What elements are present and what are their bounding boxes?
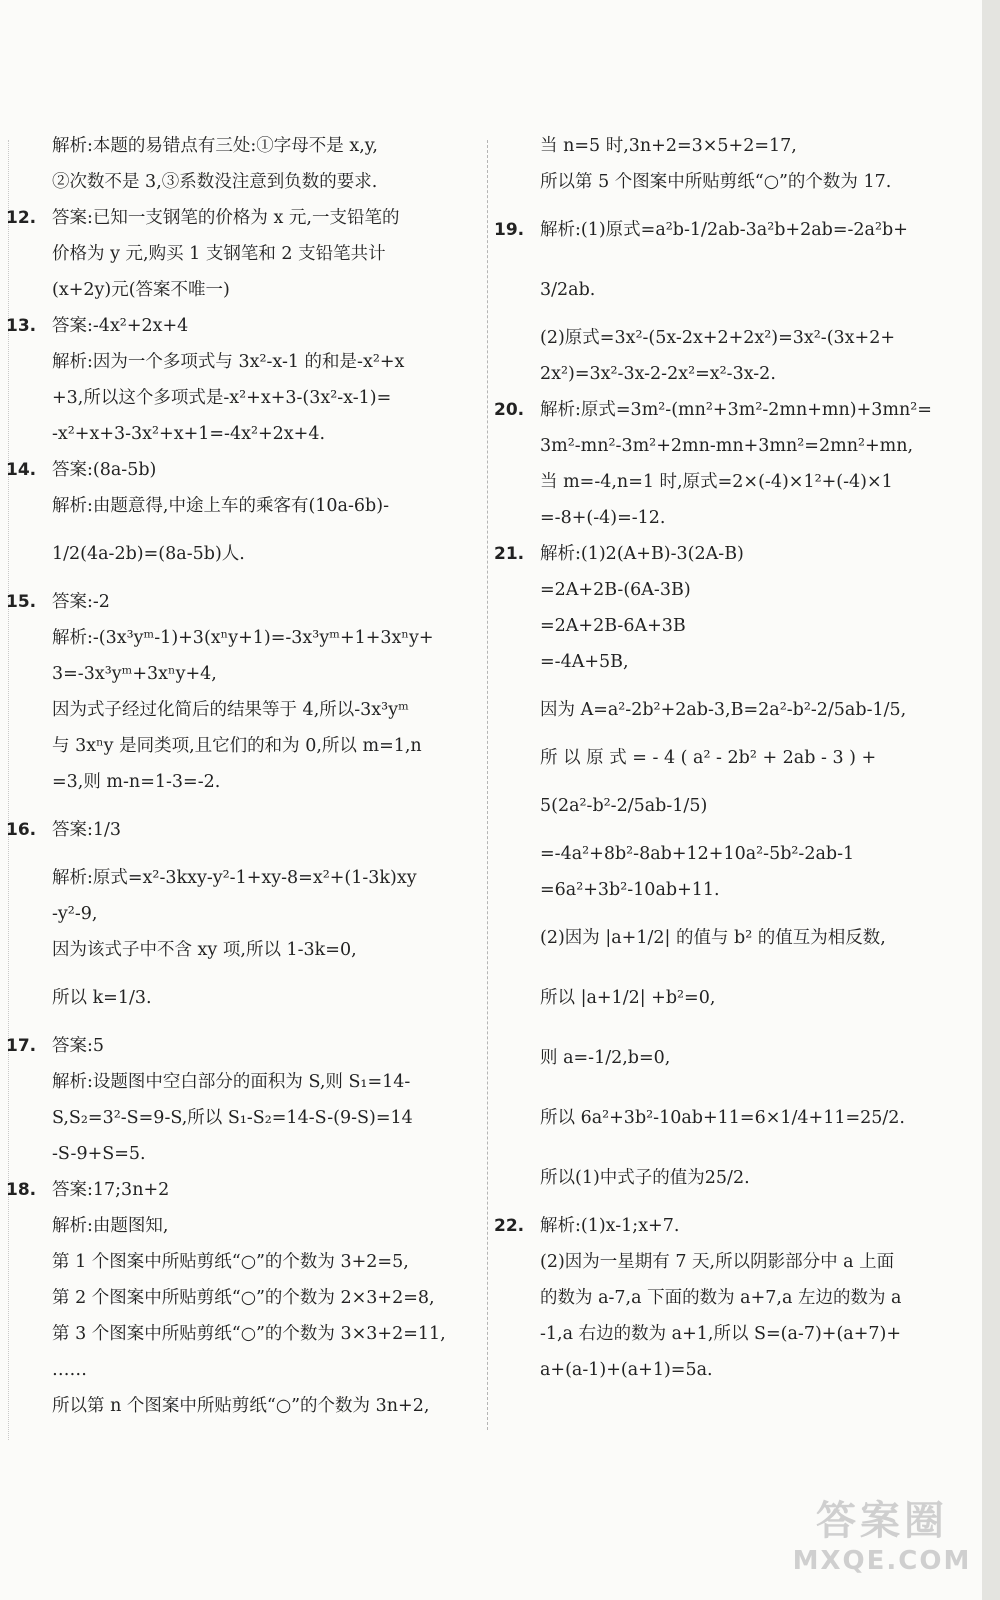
solution-line (6, 380, 480, 416)
solution-line (494, 1088, 964, 1148)
line-text: 因为式子经过化简后的结果等于 4,所以-3x³yᵐ (52, 700, 409, 720)
question-number: 13. (6, 316, 37, 336)
solution-line (6, 236, 480, 272)
line-text: 解析:(1)2(A+B)-3(2A-B) (540, 544, 744, 564)
line-text: 所以 |a+1/2| +b²=0, (540, 988, 716, 1008)
line-text: 所以第 n 个图案中所贴剪纸“○”的个数为 3n+2, (52, 1396, 430, 1416)
question-line (6, 800, 480, 860)
solution-line (6, 344, 480, 380)
line-text: 所以 k=1/3. (52, 988, 152, 1008)
line-text: =2A+2B-(6A-3B) (540, 580, 691, 600)
solution-line (6, 488, 480, 524)
line-text: 解析:由题意得,中途上车的乘客有(10a-6b)- (52, 496, 389, 516)
solution-line (6, 1100, 480, 1136)
solution-line (494, 1148, 964, 1208)
solution-line (494, 128, 964, 164)
solution-line (6, 164, 480, 200)
solution-line (6, 692, 480, 728)
line-text: 答案:17;3n+2 (52, 1180, 170, 1200)
line-text: =-4a²+8b²-8ab+12+10a²-5b²-2ab-1 (540, 844, 855, 864)
line-text: 第 2 个图案中所贴剪纸“○”的个数为 2×3+2=8, (52, 1288, 435, 1308)
line-text: …… (52, 1360, 87, 1380)
solution-line (6, 128, 480, 164)
line-text: 2x²)=3x²-3x-2-2x²=x²-3x-2. (540, 364, 776, 384)
line-text: 5(2a²-b²-2/5ab-1/5) (540, 796, 708, 816)
solution-line (6, 1280, 480, 1316)
line-text: 第 3 个图案中所贴剪纸“○”的个数为 3×3+2=11, (52, 1324, 446, 1344)
solution-line (494, 968, 964, 1028)
line-text: 解析:设题图中空白部分的面积为 S,则 S₁=14- (52, 1072, 411, 1092)
question-line (494, 1208, 964, 1244)
watermark (782, 1496, 982, 1586)
question-line (6, 308, 480, 344)
solution-line (6, 656, 480, 692)
question-line (494, 200, 964, 260)
line-text: (2)原式=3x²-(5x-2x+2+2x²)=3x²-(3x+2+ (540, 328, 896, 348)
line-text: 答案:-2 (52, 592, 110, 612)
solution-line (494, 164, 964, 200)
line-text: S,S₂=3²-S=9-S,所以 S₁-S₂=14-S-(9-S)=14 (52, 1108, 413, 1128)
question-number: 18. (6, 1180, 37, 1200)
question-number: 17. (6, 1036, 37, 1056)
line-text: 答案:1/3 (52, 820, 122, 840)
line-text: +3,所以这个多项式是-x²+x+3-(3x²-x-1)= (52, 388, 392, 408)
line-text: -x²+x+3-3x²+x+1=-4x²+2x+4. (52, 424, 326, 444)
solution-line (6, 1208, 480, 1244)
question-number: 15. (6, 592, 37, 612)
line-text: 解析:本题的易错点有三处:①字母不是 x,y, (52, 136, 378, 156)
solution-line (6, 860, 480, 896)
line-text: -y²-9, (52, 904, 98, 924)
solution-line (6, 1316, 480, 1352)
line-text: 3m²-mn²-3m²+2mn-mn+3mn²=2mn²+mn, (540, 436, 914, 456)
page-edge-shadow (982, 0, 1000, 1600)
line-text: -1,a 右边的数为 a+1,所以 S=(a-7)+(a+7)+ (540, 1324, 902, 1344)
solution-line (494, 1028, 964, 1088)
solution-line (6, 620, 480, 656)
solution-line (494, 428, 964, 464)
solution-line (6, 524, 480, 584)
line-text: 价格为 y 元,购买 1 支钢笔和 2 支铅笔共计 (52, 244, 386, 264)
solution-line (6, 1388, 480, 1424)
question-number: 20. (494, 400, 525, 420)
line-text: =-4A+5B, (540, 652, 629, 672)
line-text: =3,则 m-n=1-3=-2. (52, 772, 221, 792)
line-text: 解析:-(3x³yᵐ-1)+3(xⁿy+1)=-3x³yᵐ+1+3xⁿy+ (52, 628, 434, 648)
solution-line (494, 836, 964, 872)
column-divider (487, 140, 488, 1430)
line-text: 所以 6a²+3b²-10ab+11=6×1/4+11=25/2. (540, 1108, 905, 1128)
line-text: 3/2ab. (540, 280, 596, 300)
solution-line (494, 464, 964, 500)
line-text: 答案:已知一支钢笔的价格为 x 元,一支铅笔的 (52, 208, 400, 228)
solution-line (6, 272, 480, 308)
line-text: 解析:原式=x²-3kxy-y²-1+xy-8=x²+(1-3k)xy (52, 868, 417, 888)
line-text: =-8+(-4)=-12. (540, 508, 666, 528)
line-text: (2)因为一星期有 7 天,所以阴影部分中 a 上面 (540, 1252, 895, 1272)
line-text: 当 m=-4,n=1 时,原式=2×(-4)×1²+(-4)×1 (540, 472, 893, 492)
solution-line (494, 608, 964, 644)
solution-line (6, 1244, 480, 1280)
question-number: 22. (494, 1216, 525, 1236)
line-text: 因为 A=a²-2b²+2ab-3,B=2a²-b²-2/5ab-1/5, (540, 700, 907, 720)
solution-line (494, 680, 964, 740)
line-text: 当 n=5 时,3n+2=3×5+2=17, (540, 136, 797, 156)
line-text: 答案:5 (52, 1036, 105, 1056)
solution-line (494, 356, 964, 392)
solution-line (494, 1316, 964, 1352)
line-text: 所以第 5 个图案中所贴剪纸“○”的个数为 17. (540, 172, 892, 192)
question-line (6, 1172, 480, 1208)
solution-line (6, 1064, 480, 1100)
line-text: (x+2y)元(答案不唯一) (52, 280, 230, 300)
solution-line (6, 416, 480, 452)
watermark-logo-text: 答案圈 (816, 1498, 948, 1544)
line-text: 第 1 个图案中所贴剪纸“○”的个数为 3+2=5, (52, 1252, 409, 1272)
question-number: 16. (6, 820, 37, 840)
solution-line (6, 968, 480, 1028)
line-text: 则 a=-1/2,b=0, (540, 1048, 671, 1068)
question-number: 12. (6, 208, 37, 228)
line-text: 与 3xⁿy 是同类项,且它们的和为 0,所以 m=1,n (52, 736, 422, 756)
solution-line (494, 740, 964, 776)
line-text: 解析:原式=3m²-(mn²+3m²-2mn+mn)+3mn²= (540, 400, 932, 420)
solution-line (6, 1136, 480, 1172)
question-number: 14. (6, 460, 37, 480)
right-column (494, 128, 964, 1388)
question-line (494, 536, 964, 572)
line-text: 解析:(1)原式=a²b-1/2ab-3a²b+2ab=-2a²b+ (540, 220, 908, 240)
line-text: 所 以 原 式 = - 4 ( a² - 2b² + 2ab - 3 ) + (540, 748, 877, 768)
line-text: 3=-3x³yᵐ+3xⁿy+4, (52, 664, 217, 684)
solution-line (6, 728, 480, 764)
left-column (6, 128, 480, 1424)
line-text: ②次数不是 3,③系数没注意到负数的要求. (52, 172, 378, 192)
question-number: 19. (494, 220, 525, 240)
solution-line (494, 572, 964, 608)
line-text: 所以(1)中式子的值为25/2. (540, 1168, 750, 1188)
solution-line (6, 1352, 480, 1388)
solution-line (494, 320, 964, 356)
solution-line (494, 260, 964, 320)
solution-line (6, 896, 480, 932)
solution-line (6, 932, 480, 968)
solution-line (494, 908, 964, 968)
question-line (494, 392, 964, 428)
solution-line (6, 764, 480, 800)
line-text: 解析:由题图知, (52, 1216, 169, 1236)
line-text: 的数为 a-7,a 下面的数为 a+7,a 左边的数为 a (540, 1288, 902, 1308)
solution-line (494, 776, 964, 836)
solution-line (494, 872, 964, 908)
solution-line (494, 500, 964, 536)
line-text: =2A+2B-6A+3B (540, 616, 686, 636)
line-text: (2)因为 |a+1/2| 的值与 b² 的值互为相反数, (540, 928, 886, 948)
line-text: 答案:(8a-5b) (52, 460, 157, 480)
watermark-url: MXQE.COM (792, 1546, 972, 1576)
solution-line (494, 1352, 964, 1388)
solution-line (494, 1280, 964, 1316)
line-text: 解析:(1)x-1;x+7. (540, 1216, 680, 1236)
solution-line (494, 644, 964, 680)
line-text: 1/2(4a-2b)=(8a-5b)人. (52, 544, 245, 564)
line-text: a+(a-1)+(a+1)=5a. (540, 1360, 713, 1380)
line-text: -S-9+S=5. (52, 1144, 146, 1164)
line-text: 因为该式子中不含 xy 项,所以 1-3k=0, (52, 940, 357, 960)
question-line (6, 584, 480, 620)
solution-line (494, 1244, 964, 1280)
line-text: =6a²+3b²-10ab+11. (540, 880, 720, 900)
line-text: 答案:-4x²+2x+4 (52, 316, 189, 336)
question-line (6, 452, 480, 488)
question-number: 21. (494, 544, 525, 564)
question-line (6, 200, 480, 236)
question-line (6, 1028, 480, 1064)
line-text: 解析:因为一个多项式与 3x²-x-1 的和是-x²+x (52, 352, 405, 372)
